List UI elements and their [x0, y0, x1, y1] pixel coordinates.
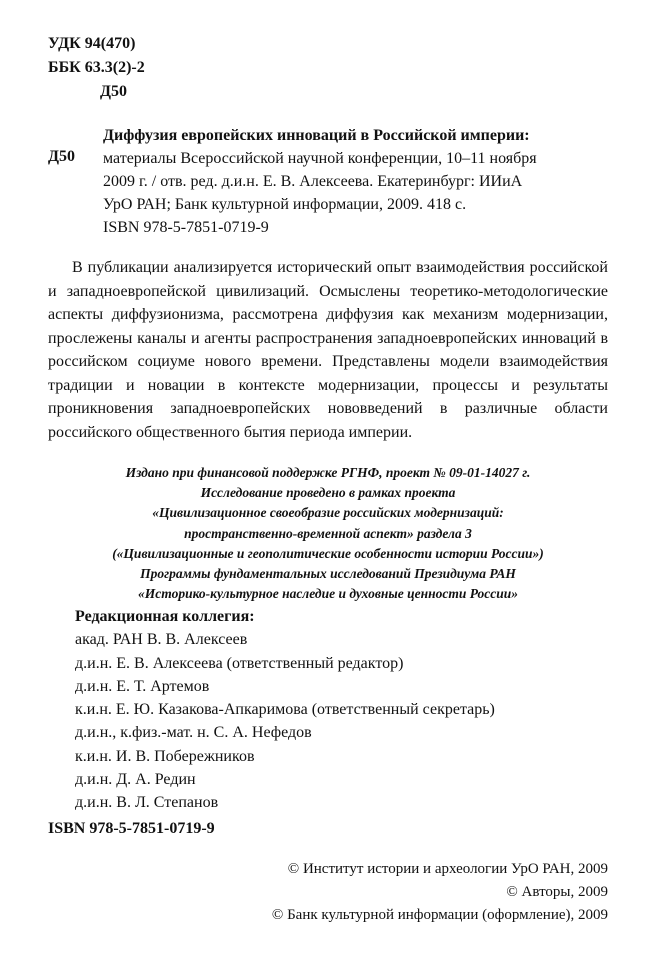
author-mark: Д50	[100, 83, 128, 100]
grant-note	[48, 463, 608, 604]
board-member: акад. РАН В. В. Алексеев	[75, 631, 248, 649]
biblio-isbn: ISBN 978-5-7851-0719-9	[103, 219, 269, 236]
udk-code: УДК 94(470)	[48, 35, 136, 52]
editorial-heading: Редакционная коллегия:	[75, 608, 255, 625]
grant-line: «Историко-культурное наследие и духовные ценности России»	[138, 586, 518, 602]
board-member: д.и.н. В. Л. Степанов	[75, 794, 219, 812]
grant-line: «Цивилизационное своеобразие российских модернизаций:	[152, 505, 504, 521]
editorial-board	[75, 605, 495, 815]
copyright-line: © Банк культурной информации (оформление), 2009	[271, 907, 608, 923]
copyright-block	[272, 858, 608, 927]
book-title: Диффузия европейских инноваций в Российской империи:	[103, 127, 530, 144]
grant-line: Программы фундаментальных исследований Президиума РАН	[140, 566, 516, 582]
isbn: ISBN 978-5-7851-0719-9	[48, 820, 215, 837]
biblio-line: материалы Всероссийской научной конференции, 10–11 ноября	[103, 150, 537, 167]
copyright-line: © Авторы, 2009	[506, 884, 608, 900]
board-member: д.и.н. Д. А. Редин	[75, 771, 196, 789]
biblio-line: УрО РАН; Банк культурной информации, 2009. 418 с.	[103, 196, 467, 213]
grant-line: Исследование проведено в рамках проекта	[200, 485, 456, 501]
grant-line: («Цивилизационные и геополитические особенности истории России»)	[112, 545, 544, 561]
classification-block	[48, 32, 145, 104]
grant-line: пространственно-временной аспект» раздела 3	[184, 525, 472, 541]
biblio-line: 2009 г. / отв. ред. д.и.н. Е. В. Алексеева. Екатеринбург: ИИиА	[103, 173, 523, 190]
board-member: д.и.н. Е. В. Алексеева (ответственный редактор)	[75, 654, 404, 672]
board-member: д.и.н. Е. Т. Артемов	[75, 677, 210, 695]
abstract-paragraph: В публикации анализируется исторический опыт взаимодействия российской и западноевропейской цивилизаций. Осмыслены теоретико-методологические аспекты диффузионизма, рассмотрена диффузия как механизм модернизации, прослежены каналы и агенты распространения западноевропейских инноваций в российском социуме нового времени. Представлены модели взаимодействия традиции и новации в контексте модернизации, процессы и результаты проникновения западноевропейских нововведений в различные области российского общественного бытия периода империи.	[48, 259, 608, 441]
bbk-code: ББК 63.3(2)-2	[48, 59, 145, 76]
board-member: к.и.н. И. В. Побережников	[75, 747, 255, 765]
board-member: д.и.н., к.физ.-мат. н. С. А. Нефедов	[75, 724, 312, 742]
grant-line: Издано при финансовой поддержке РГНФ, проект № 09-01-14027 г.	[125, 465, 531, 480]
bibliographic-record	[103, 124, 613, 239]
margin-author-mark: Д50	[48, 148, 76, 165]
board-member: к.и.н. Е. Ю. Казакова-Апкаримова (ответственный секретарь)	[75, 701, 495, 719]
copyright-line: © Институт истории и археологии УрО РАН, 2009	[287, 861, 608, 877]
